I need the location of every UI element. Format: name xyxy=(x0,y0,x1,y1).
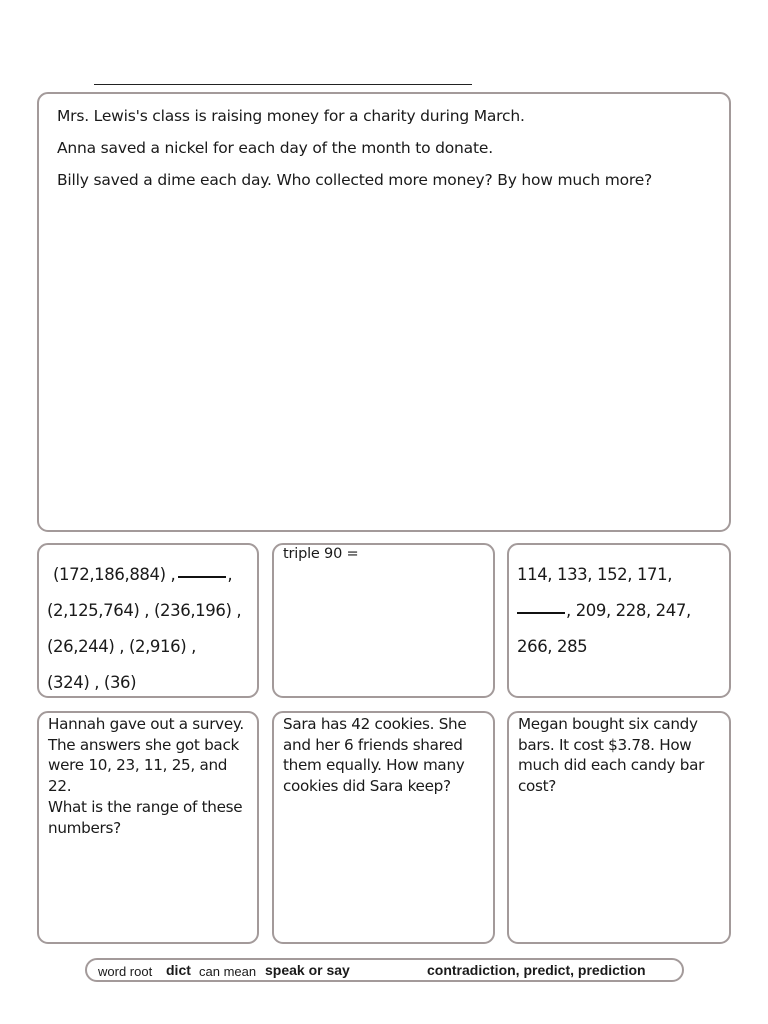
triple-box xyxy=(272,543,495,698)
pattern-row-3: (26,244) , (2,916) , xyxy=(47,637,196,656)
problem-line-3: Billy saved a dime each day. Who collected more money? By how much more? xyxy=(57,171,653,189)
word-problem-box xyxy=(37,92,731,532)
hannah-problem-box xyxy=(37,711,259,944)
answer-blank[interactable] xyxy=(517,612,565,614)
hannah-problem-text: Hannah gave out a survey. The answers she got back were 10, 23, 11, 25, and 22. What is the range of these numbers? xyxy=(48,715,244,837)
pattern-row-2: (2,125,764) , (236,196) , xyxy=(47,601,242,620)
sequence-row-3: 266, 285 xyxy=(517,637,588,656)
pattern-row-1: (172,186,884) , , xyxy=(53,565,233,584)
footer-word-root-label: word root xyxy=(98,964,153,979)
word-root-footer xyxy=(85,958,684,982)
problem-line-2: Anna saved a nickel for each day of the month to donate. xyxy=(57,139,493,157)
sequence-row-2: , 209, 228, 247, xyxy=(517,601,691,620)
sequence-row-1: 114, 133, 152, 171, xyxy=(517,565,673,584)
footer-can-mean-label: can mean xyxy=(199,964,257,979)
number-pattern-box xyxy=(37,543,259,698)
problem-line-1: Mrs. Lewis's class is raising money for a charity during March. xyxy=(57,107,525,125)
megan-problem-box xyxy=(507,711,731,944)
name-line[interactable] xyxy=(94,84,472,85)
triple-prompt: triple 90 = xyxy=(283,546,359,562)
answer-blank[interactable] xyxy=(178,576,226,578)
footer-root: dict xyxy=(166,962,191,978)
sara-problem-box xyxy=(272,711,495,944)
footer-examples: contradiction, predict, prediction xyxy=(427,962,646,978)
footer-meaning: speak or say xyxy=(265,962,350,978)
megan-problem-text: Megan bought six candy bars. It cost $3.78. How much did each candy bar cost? xyxy=(518,715,705,796)
pattern-row-4: (324) , (36) xyxy=(47,673,137,692)
sara-problem-text: Sara has 42 cookies. She and her 6 friends shared them equally. How many cookies did Sara keep? xyxy=(283,715,467,796)
number-sequence-box xyxy=(507,543,731,698)
